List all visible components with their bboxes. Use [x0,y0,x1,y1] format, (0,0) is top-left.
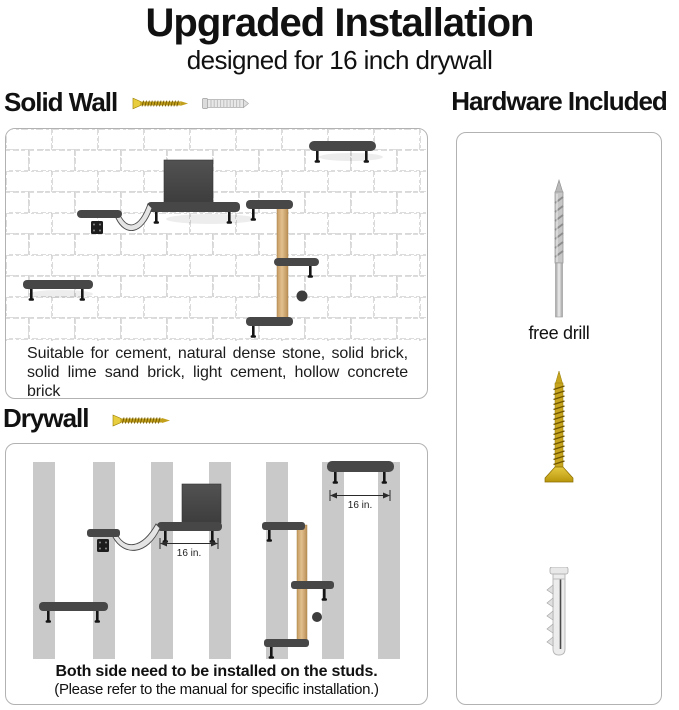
hardware-panel [456,132,662,705]
drywall-heading: Drywall [3,403,89,433]
page-title: Upgraded Installation [145,1,534,45]
drywall-studs-illustration [6,444,426,659]
wall-anchor-icon [202,96,249,111]
screw-icon [110,411,174,429]
free-drill-label: free drill [528,323,590,343]
brick-wall-illustration [6,129,426,341]
screw-icon [132,94,190,112]
drywall-note [6,662,427,698]
brick-pattern [6,129,426,341]
solid-wall-description: Suitable for cement, natural dense stone, solid brick, solid lime sand brick, light cement, hollow concrete brick [27,345,408,399]
wall-anchor-image [543,567,575,662]
toy-ball [297,291,308,302]
dimension-label: 16 in. [176,548,202,559]
hardware-heading [451,86,667,117]
solid-wall-heading: Solid Wall [4,87,118,117]
drywall-note-bold: Both side need to be installed on the studs. [55,663,378,680]
drywall-panel [5,443,428,705]
cat-shelf-bottom-left [39,602,108,623]
page-subtitle: designed for 16 inch drywall [186,45,493,75]
masonry-drill-bit-image [546,179,572,319]
toy-ball [312,612,322,622]
gold-screw-image [539,371,579,493]
solid-wall-panel [5,128,428,399]
dimension-label: 16 in. [347,500,373,511]
drywall-note-detail: (Please refer to the manual for specific installation.) [54,681,379,698]
hardware-heading-text: Hardware Included [451,86,667,116]
